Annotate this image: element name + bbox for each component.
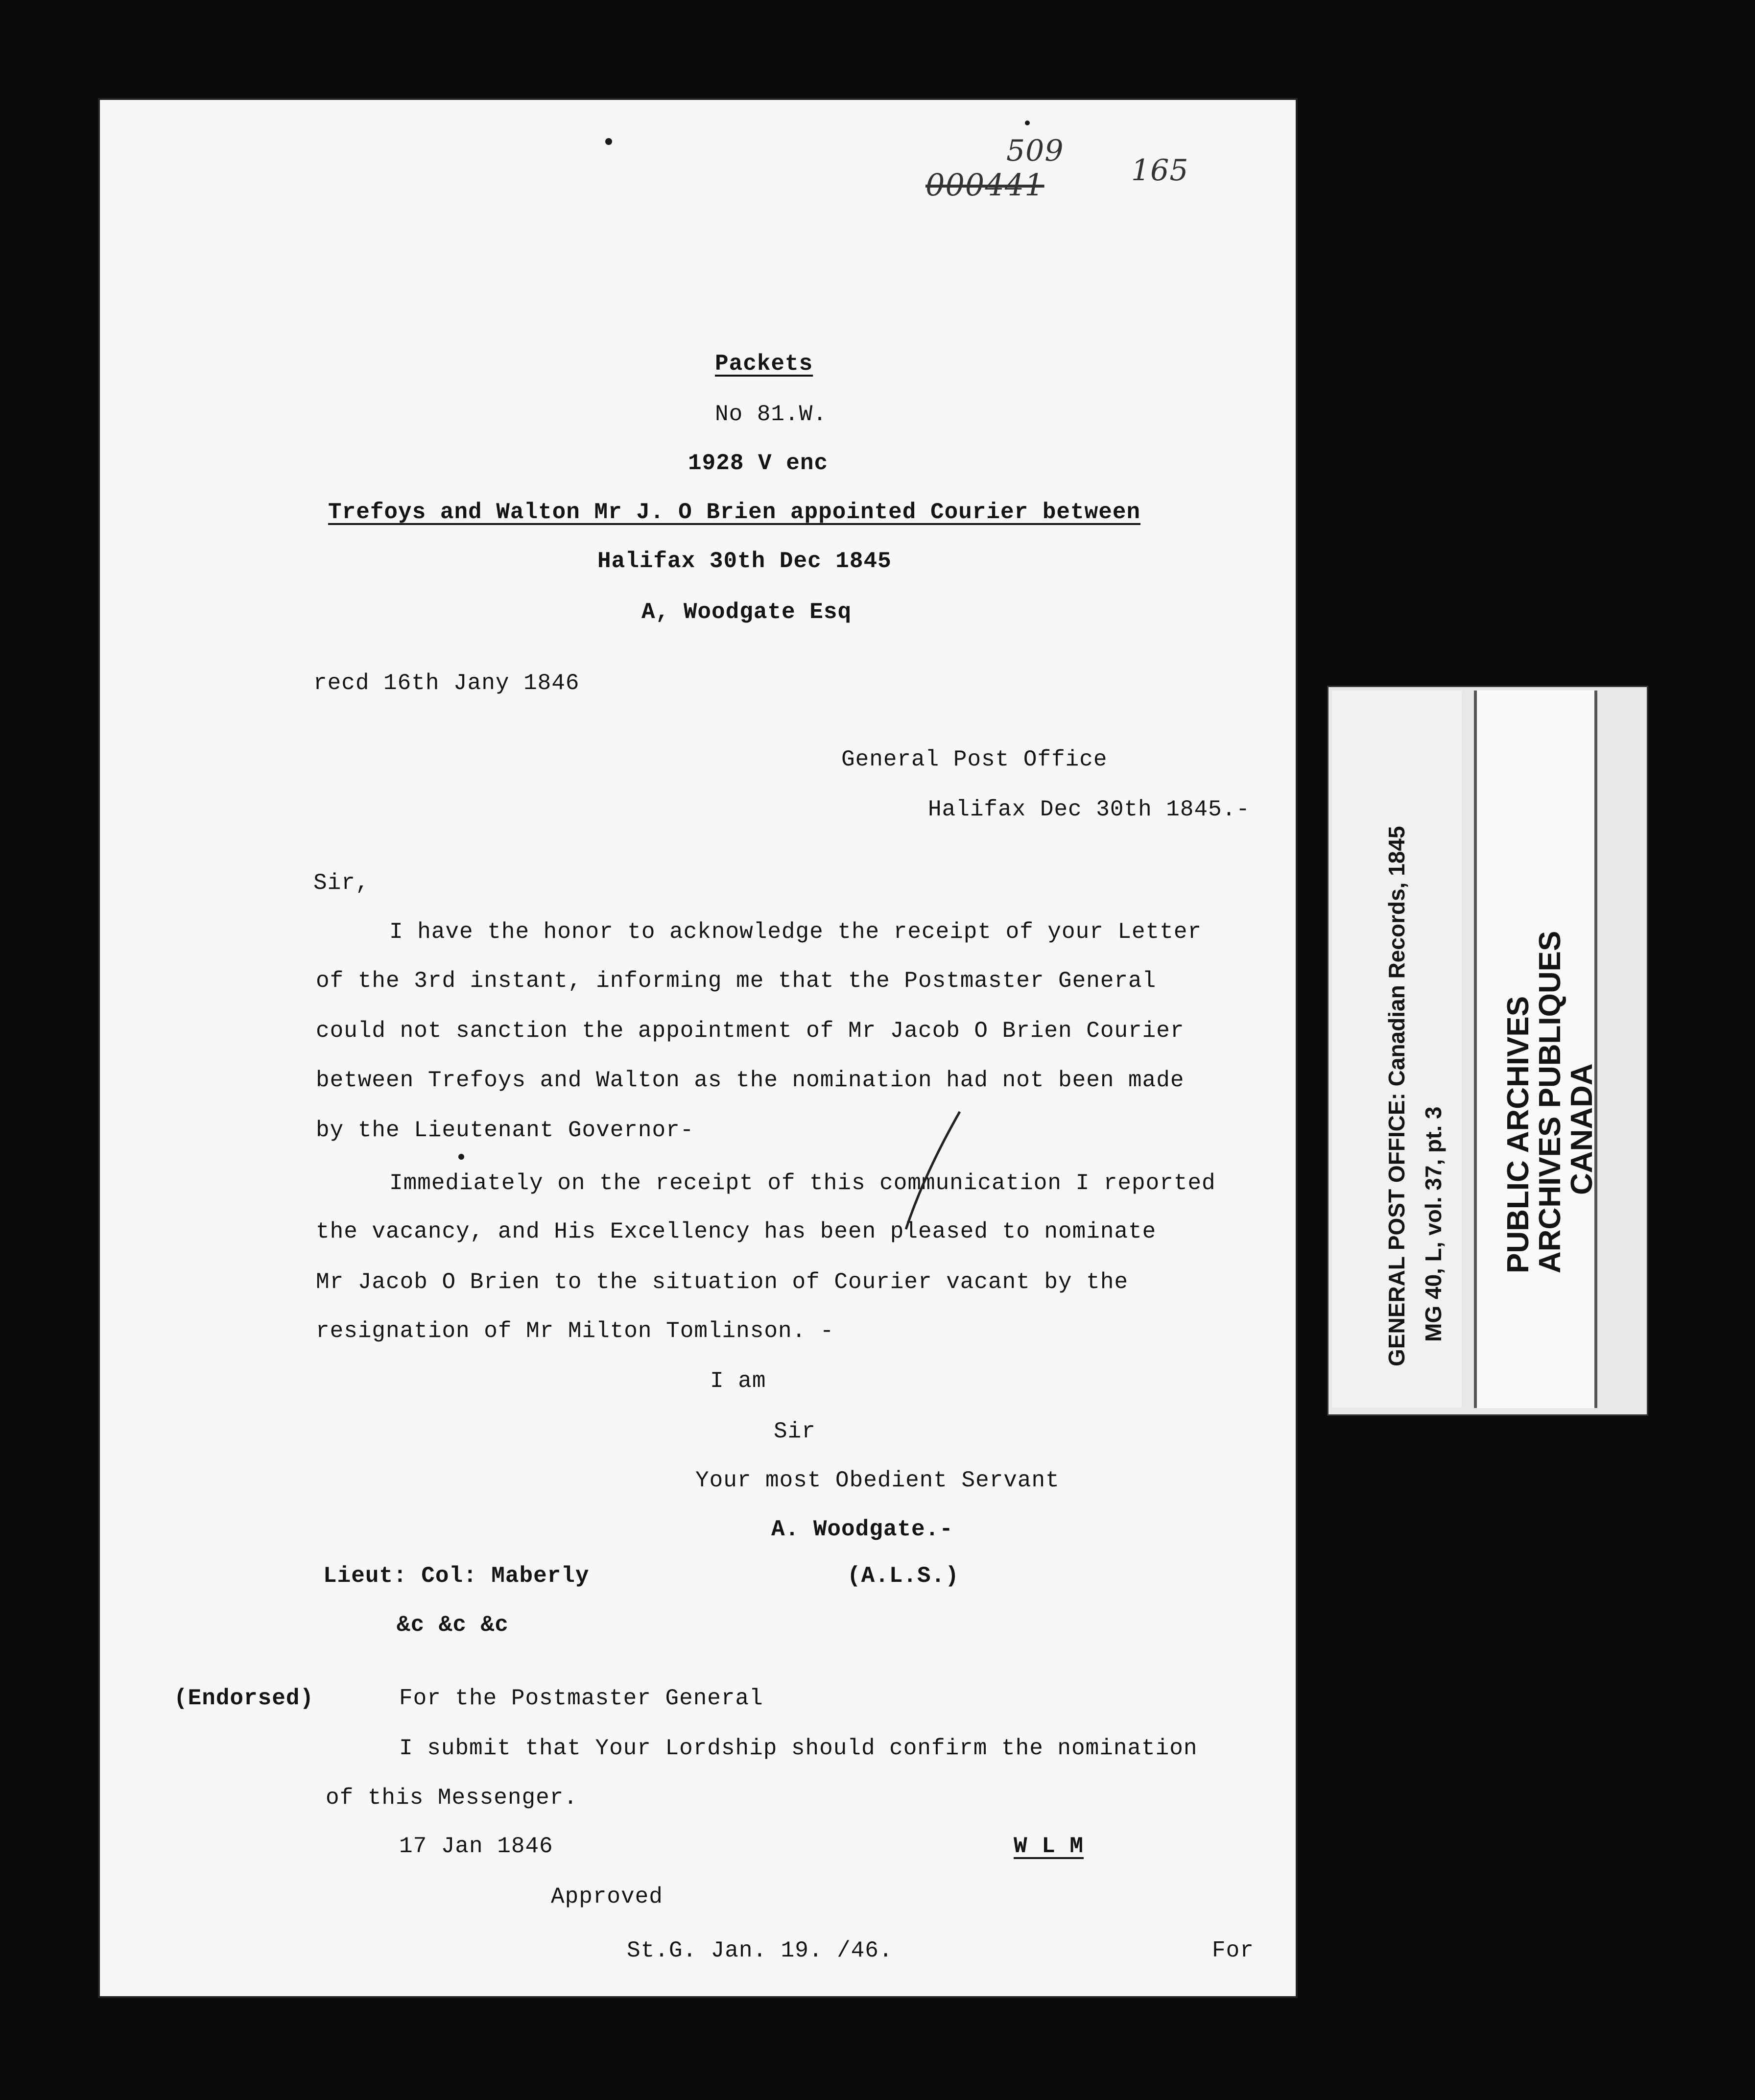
body-line: could not sanction the appointment of Mr Jacob O Brien Courier [316,1018,1185,1044]
heading-enclosure: 1928 V enc [688,451,829,476]
archive-stamp-line2: ARCHIVES PUBLIQUES [1533,931,1567,1273]
received-date: recd 16th Jany 1846 [313,670,580,696]
address-date: Halifax Dec 30th 1845.- [928,797,1250,822]
archive-stamp-line3: CANADA [1565,1063,1599,1195]
recipient-name: Lieut: Col: Maberly [323,1563,590,1589]
folio-number-right: 165 [1131,153,1189,188]
ink-speck [1025,120,1030,125]
heading-title: Packets [715,351,813,377]
document-page [98,98,1298,1998]
folio-number-top: 509 [1006,134,1064,168]
body-line: Immediately on the receipt of this communication I reported [389,1170,1216,1196]
heading-from: A, Woodgate Esq [641,599,852,625]
signature: A. Woodgate.- [771,1517,953,1542]
endorsement-signoff: St.G. Jan. 19. /46. [627,1938,893,1963]
salutation: Sir, [313,870,370,896]
closing-line: Sir [774,1419,816,1444]
endorsement-approved: Approved [551,1884,663,1909]
body-line: Mr Jacob O Brien to the situation of Courier vacant by the [316,1269,1129,1295]
pen-stroke-mark [901,1107,989,1234]
body-line: of the 3rd instant, informing me that the Postmaster General [316,968,1157,994]
closing-line: Your most Obedient Servant [695,1468,1060,1493]
address-office: General Post Office [841,747,1108,772]
archive-label-line1: GENERAL POST OFFICE: Canadian Records, 1845 [1384,826,1409,1366]
heading-number: No 81.W. [715,402,827,427]
endorsement-to: For the Postmaster General [399,1686,763,1711]
body-line: the vacancy, and His Excellency has been pleased to nominate [316,1219,1157,1244]
body-line: resignation of Mr Milton Tomlinson. - [316,1318,834,1344]
recipient-etc: &c &c &c [397,1612,509,1638]
endorsement-initials: W L M [1014,1834,1084,1859]
closing-line: I am [710,1368,766,1394]
heading-date-place: Halifax 30th Dec 1845 [597,549,892,574]
heading-subject: Trefoys and Walton Mr J. O Brien appointed Courier between [328,500,1141,525]
als-note: (A.L.S.) [847,1563,959,1589]
endorsed-label: (Endorsed) [174,1686,314,1711]
endorsement-date: 17 Jan 1846 [399,1834,553,1859]
archive-stamp-line1: PUBLIC ARCHIVES [1501,996,1535,1273]
endorsement-line: I submit that Your Lordship should confirm the nomination [399,1736,1198,1761]
body-line: by the Lieutenant Governor- [316,1118,694,1143]
folio-number-struck: 000441 [925,167,1044,203]
ink-speck [605,138,612,145]
body-line: I have the honor to acknowledge the receipt of your Letter [389,919,1202,945]
ink-speck [458,1154,464,1160]
body-line: between Trefoys and Walton as the nomination had not been made [316,1068,1185,1093]
endorsement-for: For [1212,1938,1254,1963]
archive-label-line2: MG 40, L, vol. 37, pt. 3 [1421,1106,1446,1342]
endorsement-line: of this Messenger. [326,1785,578,1811]
